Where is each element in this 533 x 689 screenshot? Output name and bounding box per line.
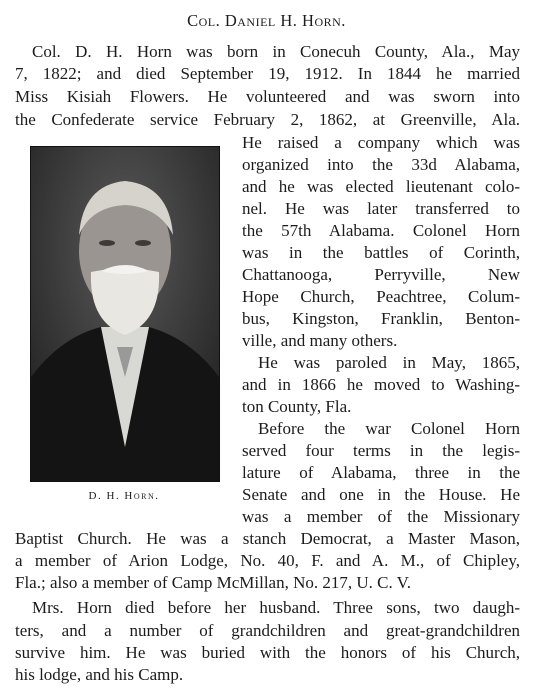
body-line: the Confederate service February 2, 1862, at Greenville, Ala. xyxy=(15,110,520,129)
body-line: and in 1866 he moved to Washing- xyxy=(242,375,520,394)
photo-caption: D. H. Horn. xyxy=(88,490,160,502)
body-line: 7, 1822; and died September 19, 1912. In 1844 he married xyxy=(15,64,520,83)
body-line: Hope Church, Peachtree, Colum- xyxy=(242,287,520,306)
body-line: He was paroled in May, 1865, xyxy=(258,353,520,372)
body-line: survive him. He was buried with the honors of his Church, xyxy=(15,643,520,662)
body-line: Mrs. Horn died before her husband. Three sons, two daugh- xyxy=(32,598,520,617)
body-line: the 57th Alabama. Colonel Horn xyxy=(242,221,520,240)
body-line: Before the war Colonel Horn xyxy=(258,419,520,438)
body-line: and he was elected lieutenant colo- xyxy=(242,177,520,196)
body-line: nel. He was later transferred to xyxy=(242,199,520,218)
body-line: organized into the 33d Alabama, xyxy=(242,155,520,174)
body-line: a member of Arion Lodge, No. 40, F. and A. M., of Chipley, xyxy=(15,551,520,570)
body-line: his lodge, and his Camp. xyxy=(15,665,184,684)
body-line: ters, and a number of grandchildren and great-grandchildren xyxy=(15,621,520,640)
body-line: Senate and one in the House. He xyxy=(242,485,520,504)
body-line: ville, and many others. xyxy=(242,331,398,350)
body-line: was a member of the Missionary xyxy=(242,507,520,526)
body-line: Chattanooga, Perryville, New xyxy=(242,265,520,284)
body-line: Fla.; also a member of Camp McMillan, No. 217, U. C. V. xyxy=(15,573,412,592)
body-line: was in the battles of Corinth, xyxy=(242,243,520,262)
body-line: lature of Alabama, three in the xyxy=(242,463,520,482)
article-title: Col. Daniel H. Horn. xyxy=(187,11,346,30)
body-line: Col. D. H. Horn was born in Conecuh County, Ala., May xyxy=(32,42,520,61)
body-line: bus, Kingston, Franklin, Benton- xyxy=(242,309,520,328)
body-line: ton County, Fla. xyxy=(242,397,352,416)
portrait-image xyxy=(31,147,219,481)
body-line: He raised a company which was xyxy=(242,133,520,152)
portrait-photo xyxy=(30,146,220,482)
body-line: served four terms in the legis- xyxy=(242,441,520,460)
body-line: Miss Kisiah Flowers. He volunteered and was sworn into xyxy=(15,87,520,106)
body-line: Baptist Church. He was a stanch Democrat, a Master Mason, xyxy=(15,529,520,548)
